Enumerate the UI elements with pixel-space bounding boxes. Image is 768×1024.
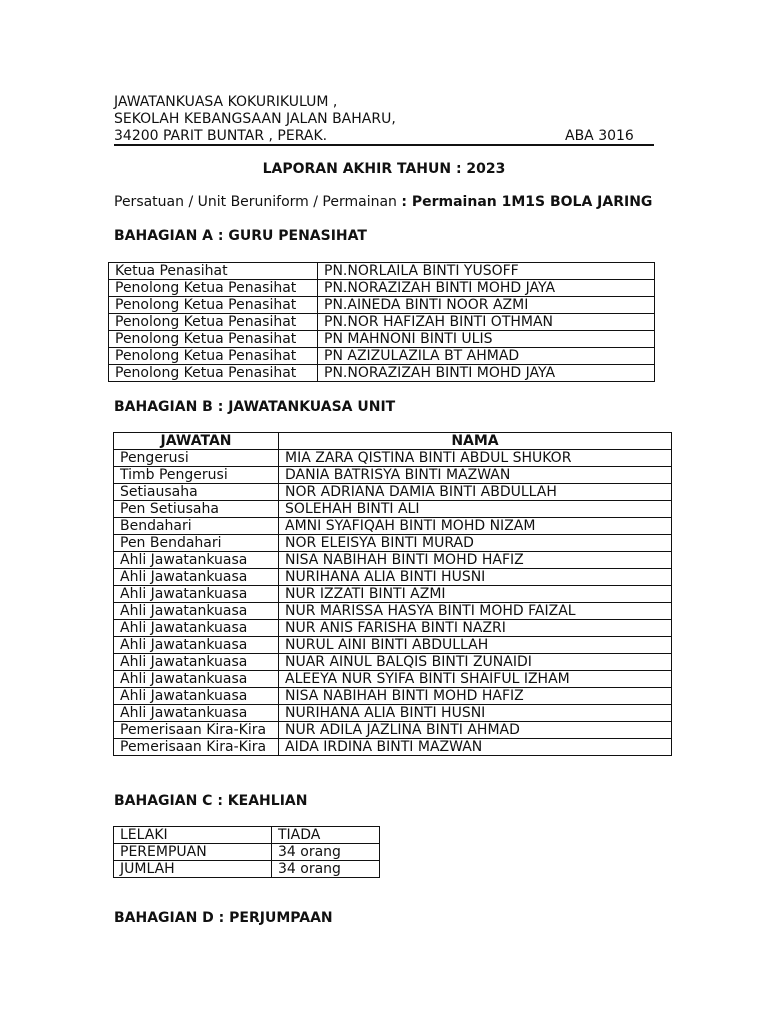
role-cell: Penolong Ketua Penasihat [109,331,318,348]
table-row [109,331,655,348]
header-rule [114,144,654,146]
name-cell: PN MAHNONI BINTI ULIS [318,331,655,348]
table-row [114,844,380,861]
name-cell: NURIHANA ALIA BINTI HUSNI [279,705,672,722]
table-row [114,586,672,603]
committee-table [113,432,672,756]
table-row [114,722,672,739]
membership-table [113,826,380,878]
table-row [114,535,672,552]
position-cell: Setiausaha [114,484,279,501]
position-cell: Ahli Jawatankuasa [114,569,279,586]
position-cell: Ahli Jawatankuasa [114,586,279,603]
position-cell: Ahli Jawatankuasa [114,671,279,688]
org-name: JAWATANKUASA KOKURIKULUM , [114,94,338,110]
position-cell: Bendahari [114,518,279,535]
position-cell: Pen Bendahari [114,535,279,552]
table-row [114,637,672,654]
table-row [114,688,672,705]
table-row [114,654,672,671]
name-cell: PN.NORAZIZAH BINTI MOHD JAYA [318,365,655,382]
position-cell: Pen Setiusaha [114,501,279,518]
column-header-jawatan: JAWATAN [114,433,279,450]
position-cell: Pemerisaan Kira-Kira [114,722,279,739]
name-cell: PN.AINEDA BINTI NOOR AZMI [318,297,655,314]
name-cell: NUAR AINUL BALQIS BINTI ZUNAIDI [279,654,672,671]
category-cell: PEREMPUAN [114,844,272,861]
position-cell: Ahli Jawatankuasa [114,688,279,705]
name-cell: NUR IZZATI BINTI AZMI [279,586,672,603]
table-row [109,314,655,331]
unit-value: : Permainan 1M1S BOLA JARING [401,194,653,210]
table-header-row [114,433,672,450]
name-cell: NUR MARISSA HASYA BINTI MOHD FAIZAL [279,603,672,620]
category-cell: LELAKI [114,827,272,844]
name-cell: AMNI SYAFIQAH BINTI MOHD NIZAM [279,518,672,535]
position-cell: Ahli Jawatankuasa [114,637,279,654]
unit-label: Persatuan / Unit Beruniform / Permainan [114,194,402,210]
position-cell: Ahli Jawatankuasa [114,705,279,722]
position-cell: Pemerisaan Kira-Kira [114,739,279,756]
school-name: SEKOLAH KEBANGSAAN JALAN BAHARU, [114,111,396,127]
role-cell: Ketua Penasihat [109,263,318,280]
section-c-heading: BAHAGIAN C : KEAHLIAN [114,793,308,809]
table-row [114,861,380,878]
table-row [109,348,655,365]
name-cell: NISA NABIHAH BINTI MOHD HAFIZ [279,552,672,569]
name-cell: NURUL AINI BINTI ABDULLAH [279,637,672,654]
table-row [114,671,672,688]
table-row [114,739,672,756]
section-b-heading: BAHAGIAN B : JAWATANKUASA UNIT [114,399,396,415]
table-row [114,705,672,722]
table-row [114,484,672,501]
position-cell: Ahli Jawatankuasa [114,552,279,569]
table-row [114,501,672,518]
position-cell: Ahli Jawatankuasa [114,603,279,620]
table-row [114,827,380,844]
category-cell: JUMLAH [114,861,272,878]
role-cell: Penolong Ketua Penasihat [109,280,318,297]
position-cell: Ahli Jawatankuasa [114,654,279,671]
name-cell: NOR ELEISYA BINTI MURAD [279,535,672,552]
name-cell: NOR ADRIANA DAMIA BINTI ABDULLAH [279,484,672,501]
table-row [109,280,655,297]
role-cell: Penolong Ketua Penasihat [109,365,318,382]
name-cell: DANIA BATRISYA BINTI MAZWAN [279,467,672,484]
school-code: ABA 3016 [565,128,634,144]
table-row [114,620,672,637]
name-cell: NURIHANA ALIA BINTI HUSNI [279,569,672,586]
table-row [109,297,655,314]
table-row [114,518,672,535]
name-cell: NUR ANIS FARISHA BINTI NAZRI [279,620,672,637]
role-cell: Penolong Ketua Penasihat [109,348,318,365]
name-cell: PN.NORLAILA BINTI YUSOFF [318,263,655,280]
table-row [114,450,672,467]
count-cell: 34 orang [272,844,380,861]
unit-line [114,194,652,210]
role-cell: Penolong Ketua Penasihat [109,297,318,314]
name-cell: ALEEYA NUR SYIFA BINTI SHAIFUL IZHAM [279,671,672,688]
table-row [114,569,672,586]
column-header-nama: NAMA [279,433,672,450]
table-row [114,467,672,484]
role-cell: Penolong Ketua Penasihat [109,314,318,331]
advisor-table [108,262,655,382]
name-cell: NISA NABIHAH BINTI MOHD HAFIZ [279,688,672,705]
name-cell: PN.NOR HAFIZAH BINTI OTHMAN [318,314,655,331]
count-cell: TIADA [272,827,380,844]
table-row [109,365,655,382]
name-cell: AIDA IRDINA BINTI MAZWAN [279,739,672,756]
position-cell: Pengerusi [114,450,279,467]
position-cell: Timb Pengerusi [114,467,279,484]
section-a-heading: BAHAGIAN A : GURU PENASIHAT [114,228,367,244]
position-cell: Ahli Jawatankuasa [114,620,279,637]
name-cell: MIA ZARA QISTINA BINTI ABDUL SHUKOR [279,450,672,467]
table-row [114,603,672,620]
name-cell: PN.NORAZIZAH BINTI MOHD JAYA [318,280,655,297]
report-title: LAPORAN AKHIR TAHUN : 2023 [262,161,506,177]
school-address: 34200 PARIT BUNTAR , PERAK. [114,128,328,144]
table-row [109,263,655,280]
name-cell: NUR ADILA JAZLINA BINTI AHMAD [279,722,672,739]
section-d-heading: BAHAGIAN D : PERJUMPAAN [114,910,333,926]
count-cell: 34 orang [272,861,380,878]
table-row [114,552,672,569]
name-cell: PN AZIZULAZILA BT AHMAD [318,348,655,365]
name-cell: SOLEHAH BINTI ALI [279,501,672,518]
